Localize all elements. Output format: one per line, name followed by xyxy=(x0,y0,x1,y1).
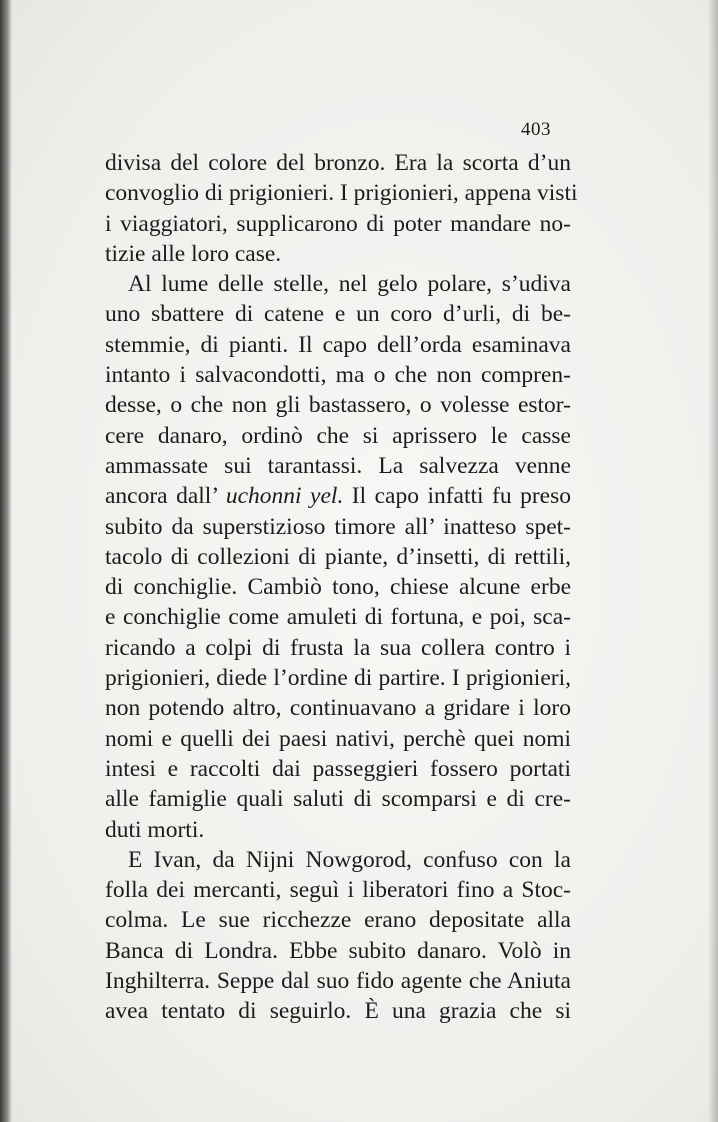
body-text xyxy=(105,148,578,1027)
page-edge-shadow xyxy=(708,0,718,1122)
text-line: cere danaro, ordinò che si aprissero le casse xyxy=(105,422,571,449)
page-number: 403 xyxy=(521,119,551,140)
italic-term: uchonni yel. xyxy=(225,483,344,510)
page-binding-edge xyxy=(0,0,12,1122)
text-line: intanto i salvacondotti, ma o che non compren- xyxy=(105,362,571,389)
text-line: E Ivan, da Nijni Nowgorod, confuso con la xyxy=(128,846,571,873)
text-line: convoglio di prigionieri. I prigionieri, appena visti xyxy=(105,180,578,207)
text-line: colma. Le sue ricchezze erano depositate alla xyxy=(105,907,571,934)
text-line: prigionieri, diede l’ordine di partire. I prigionieri, xyxy=(105,665,571,692)
text-line: non potendo altro, continuavano a gridare i loro xyxy=(105,695,571,722)
text-line: Al lume delle stelle, nel gelo polare, s’udiva xyxy=(128,271,571,298)
text-line: e conchiglie come amuleti di fortuna, e poi, sca- xyxy=(105,604,571,631)
text-line: Banca di Londra. Ebbe subito danaro. Volò in xyxy=(105,937,571,964)
text-line: uno sbattere di catene e un coro d’urli, di be- xyxy=(105,301,571,328)
text-line: di conchiglie. Cambiò tono, chiese alcune erbe xyxy=(105,574,571,601)
text-line: duti morti. xyxy=(105,816,205,843)
text-line: intesi e raccolti dai passeggieri fossero portati xyxy=(105,755,571,782)
text-line: divisa del colore del bronzo. Era la scorta d’un xyxy=(105,150,571,176)
text-line: nomi e quelli dei paesi nativi, perchè quei nomi xyxy=(105,725,571,752)
text-line: alle famiglie quali saluti di scomparsi e di cre- xyxy=(105,786,571,813)
text-line: i viaggiatori, supplicarono di poter mandare no- xyxy=(105,210,571,237)
text-segment: Il capo infatti fu preso xyxy=(343,483,571,510)
text-line xyxy=(105,481,571,511)
text-line: Inghilterra. Seppe dal suo fido agente che Aniuta xyxy=(105,968,571,995)
text-line: ricando a colpi di frusta la sua collera contro i xyxy=(105,634,571,661)
text-segment: ancora dall’ xyxy=(105,483,226,510)
text-line: stemmie, di pianti. Il capo dell’orda esaminava xyxy=(105,331,571,358)
text-line: ammassate sui tarantassi. La salvezza venne xyxy=(105,452,571,479)
text-line: avea tentato di seguirlo. È una grazia che si xyxy=(105,998,571,1025)
text-line: subito da superstizioso timore all’ inatteso spet- xyxy=(105,513,571,540)
text-line: desse, o che non gli bastassero, o volesse estor- xyxy=(105,392,571,419)
text-line: tacolo di collezioni di piante, d’insetti, di rettili, xyxy=(105,543,571,570)
text-line: tizie alle loro case. xyxy=(105,240,282,267)
text-line: folla dei mercanti, seguì i liberatori fino a Stoc- xyxy=(105,877,571,904)
